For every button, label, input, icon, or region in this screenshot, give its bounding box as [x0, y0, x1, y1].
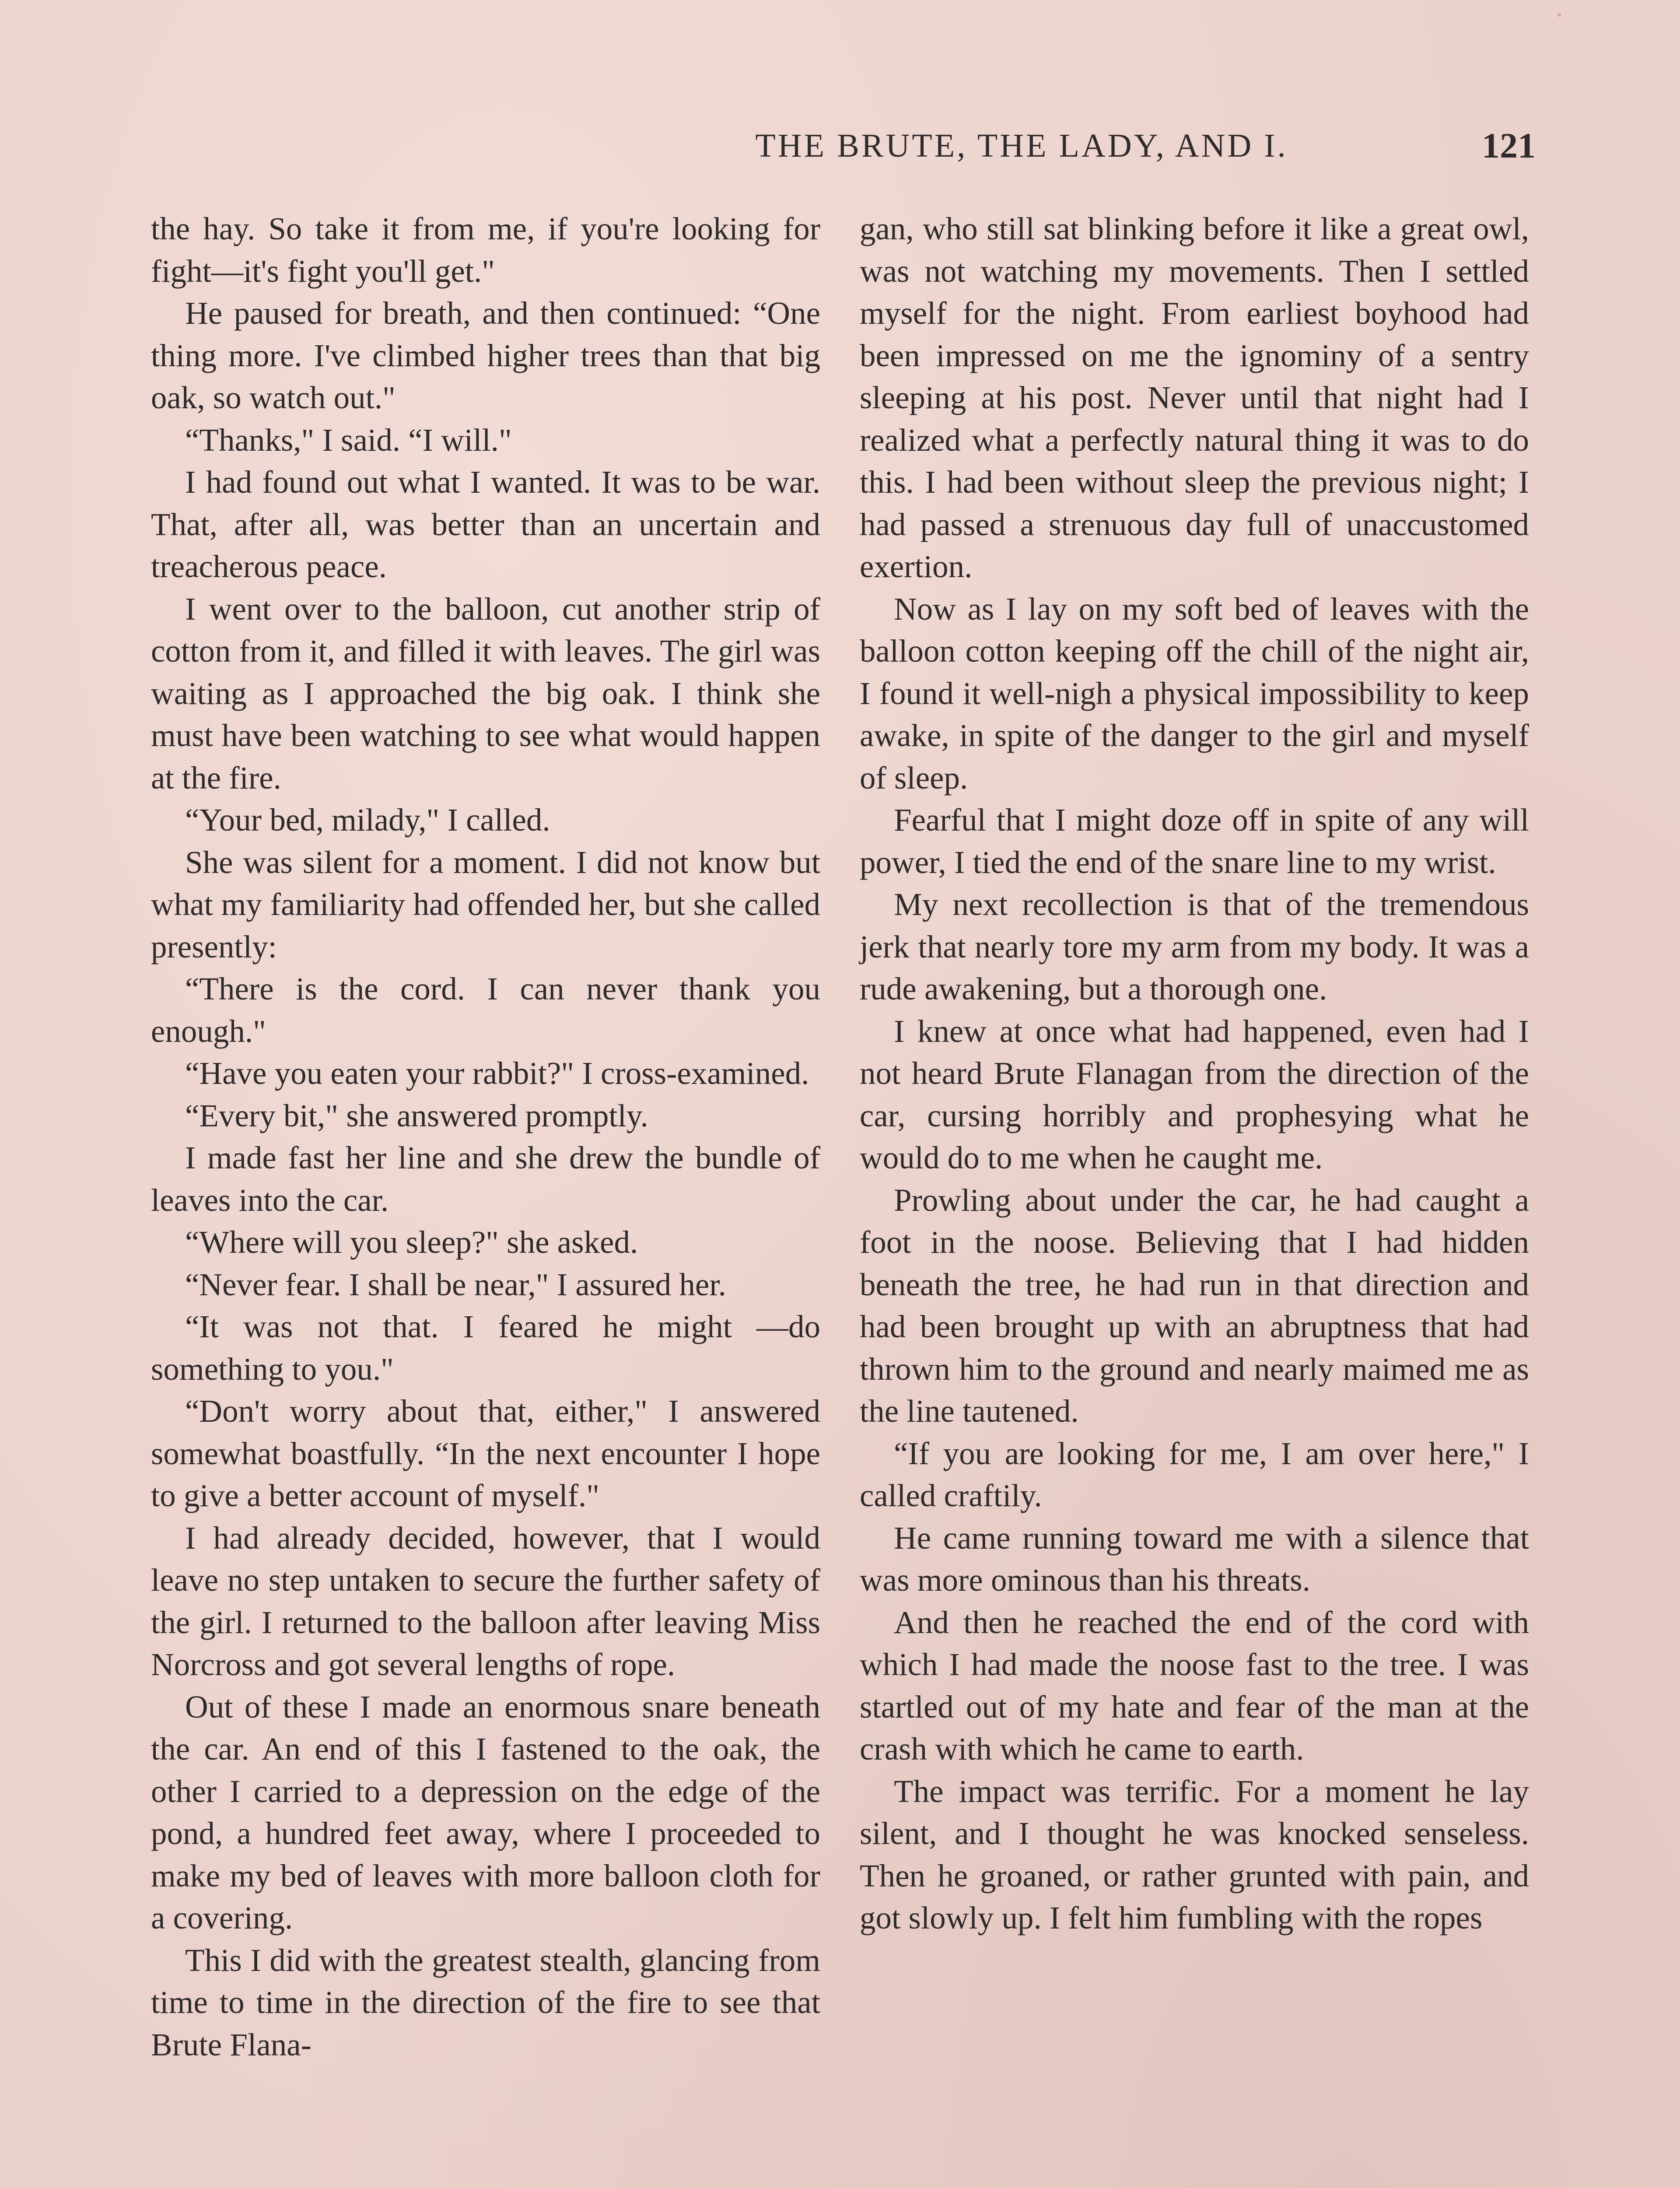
paragraph: “Every bit," she answered promptly.	[185, 1098, 648, 1133]
paragraph: I went over to the balloon, cut another strip of cotton from it, and filled it with leaves. The girl was waiting as I approached the big oak. I think she must have been watching to see what would happen at the fire.	[151, 591, 820, 796]
paragraph: “If you are looking for me, I am over here," I called craftily.	[860, 1435, 1529, 1513]
paragraph: I knew at once what had happened, even had I not heard Brute Flanagan from the direction of the car, cursing horribly and prophesying what he would do to me when he caught me.	[860, 1013, 1529, 1175]
paragraph: “Your bed, milady," I called.	[185, 802, 550, 838]
paragraph: I had already decided, however, that I would leave no step untaken to secure the further safety of the girl. I returned to the balloon after leaving Miss Norcross and got several lengths of rope.	[151, 1520, 820, 1682]
paragraph: “Never fear. I shall be near," I assured her.	[185, 1266, 726, 1302]
ink-speck	[1558, 13, 1561, 17]
paragraph: He came running toward me with a silence that was more ominous than his threats.	[860, 1520, 1529, 1598]
paragraph: Fearful that I might doze off in spite of any will power, I tied the end of the snare line to my wrist.	[860, 802, 1529, 880]
paragraph: The impact was terrific. For a moment he lay silent, and I thought he was knocked senseless. Then he groaned, or rather grunted with pain, and got slowly up. I felt him fumbling with the ropes	[860, 1773, 1529, 1936]
paragraph: gan, who still sat blinking before it like a great owl, was not watching my movements. Then I settled myself for the night. From earliest boyhood had been impressed on me the ignominy of a sentry sleeping at his post. Never until that night had I realized what a perfectly natural thing it was to do this. I had been without sleep the previous night; I had passed a strenuous day full of unaccustomed exertion.	[860, 211, 1529, 584]
paragraph: “There is the cord. I can never thank you enough."	[151, 971, 820, 1049]
paragraph: “It was not that. I feared he might —do something to you."	[151, 1309, 820, 1387]
paragraph: She was silent for a moment. I did not know but what my familiarity had offended her, but she called presently:	[151, 844, 820, 964]
paragraph: the hay. So take it from me, if you're looking for fight—it's fight you'll get."	[151, 211, 820, 289]
paragraph: I made fast her line and she drew the bundle of leaves into the car.	[151, 1140, 820, 1218]
page-number: 121	[1482, 126, 1536, 165]
right-text-column	[860, 208, 1529, 1939]
paragraph: This I did with the greatest stealth, glancing from time to time in the direction of the fire to see that Brute Flana-	[151, 1942, 820, 2062]
paragraph: Prowling about under the car, he had caught a foot in the noose. Believing that I had hidden beneath the tree, he had run in that direction and had been brought up with an abruptness that had thrown him to the ground and nearly maimed me as the line tautened.	[860, 1182, 1529, 1429]
paragraph: “Where will you sleep?" she asked.	[185, 1224, 638, 1260]
paragraph: “Don't worry about that, either," I answered somewhat boastfully. “In the next encounter I hope to give a better account of myself."	[151, 1393, 820, 1513]
running-title: THE BRUTE, THE LADY, AND I.	[755, 127, 1288, 164]
left-text-column	[151, 208, 820, 2066]
paragraph: “Thanks," I said. “I will."	[185, 422, 512, 458]
paragraph: And then he reached the end of the cord with which I had made the noose fast to the tree. I was startled out of my hate and fear of the man at the crash with which he came to earth.	[860, 1604, 1529, 1767]
paragraph: My next recollection is that of the tremendous jerk that nearly tore my arm from my body. It was a rude awakening, but a thorough one.	[860, 887, 1529, 1006]
paragraph: I had found out what I wanted. It was to be war. That, after all, was better than an uncertain and treacherous peace.	[151, 464, 820, 584]
paragraph: He paused for breath, and then continued: “One thing more. I've climbed higher trees than that big oak, so watch out."	[151, 295, 820, 415]
paragraph: Out of these I made an enormous snare beneath the car. An end of this I fastened to the oak, the other I carried to a depression on the edge of the pond, a hundred feet away, where I proceeded to make my bed of leaves with more balloon cloth for a covering.	[151, 1689, 820, 1936]
paragraph: “Have you eaten your rabbit?" I cross-examined.	[185, 1055, 809, 1091]
paragraph: Now as I lay on my soft bed of leaves with the balloon cotton keeping off the chill of the night air, I found it well-nigh a physical impossibility to keep awake, in spite of the danger to the girl and myself of sleep.	[860, 591, 1529, 796]
